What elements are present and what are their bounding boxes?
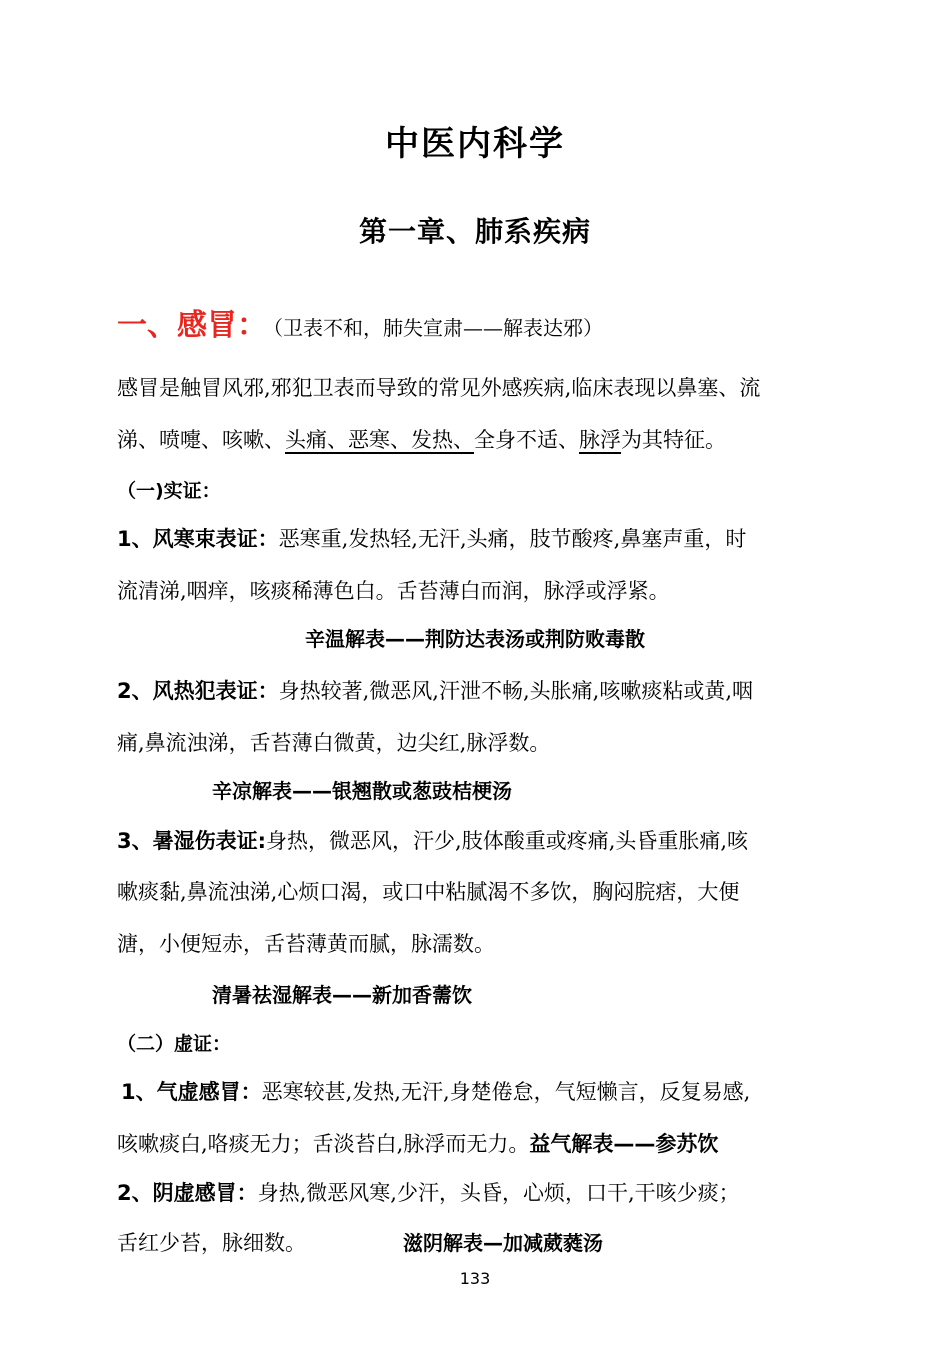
shi-item1-treatment: 辛温解表——荆防达表汤或荆防败毒散	[305, 627, 645, 651]
page-number: 133	[459, 1269, 491, 1288]
intro-text: 为其特征。	[621, 428, 726, 452]
intro-text: 涕、喷嚏、咳嗽、	[117, 428, 285, 452]
xu-item1-label: 1、气虚感冒：	[121, 1080, 262, 1104]
shi-item3-line1	[117, 826, 748, 856]
xu-item2-line1	[117, 1178, 740, 1208]
intro-line-2	[117, 425, 726, 455]
shi-item3-text: 身热，微恶风，汗少,肢体酸重或疼痛,头昏重胀痛,咳	[266, 829, 749, 853]
xu-item1-text: 咳嗽痰白,咯痰无力；舌淡苔白,脉浮而无力。	[117, 1132, 530, 1156]
intro-underlined-symptoms: 头痛、恶寒、发热、	[285, 428, 474, 452]
shi-item2-line2: 痛,鼻流浊涕，舌苔薄白微黄，边尖红,脉浮数。	[117, 731, 551, 755]
shi-item3-line3: 溏，小便短赤，舌苔薄黄而腻，脉濡数。	[117, 932, 495, 956]
shi-item1-label: 1、风寒束表证：	[117, 527, 279, 551]
shi-item3-line2: 嗽痰黏,鼻流浊涕,心烦口渴，或口中粘腻渴不多饮，胸闷脘痞，大便	[117, 880, 740, 904]
shi-item1-line2: 流清涕,咽痒，咳痰稀薄色白。舌苔薄白而润，脉浮或浮紧。	[117, 579, 670, 603]
intro-line-1: 感冒是触冒风邪,邪犯卫表而导致的常见外感疾病,临床表现以鼻塞、流	[117, 376, 761, 400]
xu-item2-text: 身热,微恶风寒,少汗，头昏，心烦，口干,干咳少痰；	[257, 1181, 740, 1205]
shi-item3-treatment: 清暑祛湿解表——新加香薷饮	[212, 983, 472, 1007]
xu-item1-treatment: 益气解表——参苏饮	[529, 1132, 719, 1156]
section-note: （卫表不和，肺失宣肃——解表达邪）	[273, 316, 603, 340]
xu-item1-line1	[121, 1077, 750, 1107]
shi-item2-line1	[117, 676, 753, 706]
shi-item3-label: 3、暑湿伤表证:	[117, 829, 267, 853]
xu-item1-line2	[117, 1129, 718, 1159]
shi-item1-line1	[117, 524, 746, 554]
section-heading	[117, 300, 603, 344]
shi-item2-treatment: 辛凉解表——银翘散或葱豉桔梗汤	[212, 779, 512, 803]
shi-item1-text: 恶寒重,发热轻,无汗,头痛，肢节酸疼,鼻塞声重，时	[278, 527, 747, 551]
shi-item2-text: 身热较著,微恶风,汗泄不畅,头胀痛,咳嗽痰粘或黄,咽	[278, 679, 753, 703]
intro-text: 全身不适、	[474, 428, 579, 452]
section-title: 一、感冒：	[117, 308, 267, 343]
xu-heading: （二）虚证：	[117, 1033, 232, 1055]
xu-item2-treatment: 滋阴解表—加减葳蕤汤	[403, 1231, 603, 1255]
xu-item2-line2: 舌红少苔，脉细数。	[117, 1231, 306, 1255]
chapter-title: 第一章、肺系疾病	[358, 215, 591, 248]
intro-underlined-pulse: 脉浮	[579, 428, 621, 452]
xu-item1-text: 恶寒较甚,发热,无汗,身楚倦怠，气短懒言，反复易感,	[261, 1080, 751, 1104]
xu-item2-label: 2、阴虚感冒：	[117, 1181, 258, 1205]
shi-item2-label: 2、风热犯表证：	[117, 679, 279, 703]
shi-heading: （一)实证：	[117, 480, 221, 502]
book-title: 中医内科学	[385, 124, 565, 164]
